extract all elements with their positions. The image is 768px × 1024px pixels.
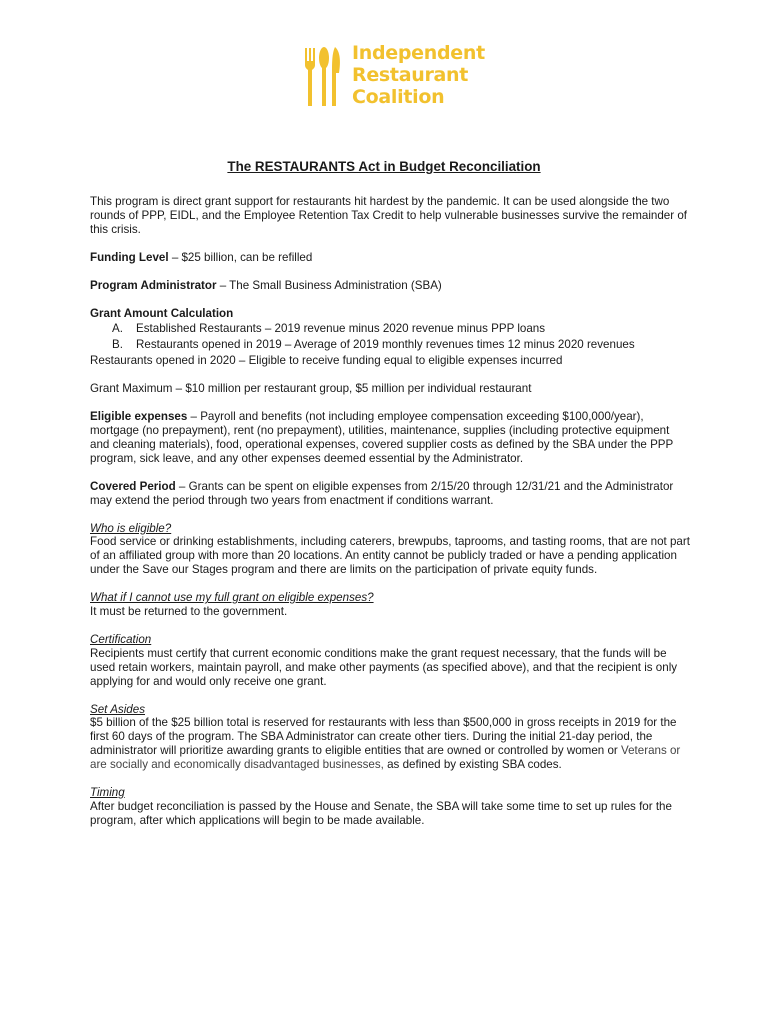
- logo-line-2: Restaurant: [352, 64, 469, 86]
- timing-heading: Timing: [90, 786, 125, 800]
- timing-section: [90, 786, 690, 828]
- administrator-text: – The Small Business Administration (SBA): [216, 278, 442, 292]
- certification-text: Recipients must certify that current economic conditions make the grant request necessary, that the funds will be used retain workers, maintain payroll, and make other payments (as specified above), and that the recipient is only applying for and would only receive one grant.: [90, 646, 678, 688]
- cannot-use-heading: What if I cannot use my full grant on eligible expenses?: [90, 591, 374, 605]
- covered-period: [90, 480, 690, 508]
- who-eligible-heading: Who is eligible?: [90, 521, 172, 535]
- funding-level: [90, 251, 690, 265]
- logo: [302, 42, 502, 112]
- logo-line-3: Coalition: [352, 86, 445, 108]
- funding-label: Funding Level: [90, 250, 169, 264]
- set-asides-text: [90, 716, 690, 772]
- set-asides-grey: Veterans or are socially and economically disadvantaged businesses,: [90, 744, 681, 772]
- certification-heading: Certification: [90, 632, 152, 646]
- list-item: [90, 338, 690, 352]
- covered-period-label: Covered Period: [90, 479, 176, 493]
- set-asides-main: $5 billion of the $25 billion total is reserved for restaurants with less than $500,000 in gross receipts in 2019 for the first 60 days of the program. The SBA Administrator can create other tiers. During the initial 21-day period, the administrator will prioritize awarding grants to eligible entities that are owned or controlled by women or: [90, 716, 677, 758]
- eligible-expenses-text: – Payroll and benefits (not including employee compensation exceeding $100,000/year), mortgage (no prepayment), rent (no prepayment), utilities, maintenance, supplies (including protective equipment and cleaning materials), food, operational expenses, covered supplier costs as defined by the SBA under the PPP program, sick leave, and any other expenses deemed essential by the Administrator.: [90, 410, 674, 465]
- grant-calculation: [90, 307, 690, 369]
- set-asides-tail: as defined by existing SBA codes.: [383, 758, 562, 772]
- logo-line-1: Independent: [352, 42, 485, 64]
- list-item-text: Established Restaurants – 2019 revenue minus 2020 revenue minus PPP loans: [136, 322, 546, 336]
- set-asides-heading: Set Asides: [90, 702, 145, 716]
- who-eligible-section: [90, 522, 690, 578]
- page-title: The RESTAURANTS Act in Budget Reconciliation: [227, 159, 541, 174]
- set-asides-section: [90, 703, 690, 773]
- certification-section: [90, 633, 690, 689]
- program-administrator: [90, 279, 690, 293]
- cannot-use-text: It must be returned to the government.: [90, 605, 288, 619]
- list-marker: A.: [112, 322, 123, 336]
- grant-calculation-heading: Grant Amount Calculation: [90, 306, 234, 320]
- covered-period-text: – Grants can be spent on eligible expenses from 2/15/20 through 12/31/21 and the Administrator may extend the period through two years from enactment if conditions warrant.: [90, 479, 674, 507]
- logo-text: [352, 42, 485, 108]
- grant-maximum: Grant Maximum – $10 million per restaurant group, $5 million per individual restaurant: [90, 382, 532, 396]
- list-marker: B.: [112, 338, 123, 352]
- who-eligible-text: Food service or drinking establishments, including caterers, brewpubs, taprooms, and tasting rooms, that are not part of an affiliated group with more than 20 locations. An entity cannot be publicly traded or have a pending application under the Save our Stages program and there are limits on the participation of private equity funds.: [90, 535, 690, 577]
- fork-spoon-knife-icon: [302, 44, 346, 110]
- timing-text: After budget reconciliation is passed by the House and Senate, the SBA will take some time to set up rules for the program, after which applications will begin to be made available.: [90, 800, 672, 827]
- eligible-expenses: [90, 410, 690, 466]
- cannot-use-section: [90, 591, 690, 619]
- list-item-text: Restaurants opened in 2019 – Average of 2019 monthly revenues times 12 minus 2020 revenues: [136, 338, 635, 352]
- funding-text: – $25 billion, can be refilled: [168, 250, 313, 264]
- grant-calculation-list: [90, 322, 690, 352]
- administrator-label: Program Administrator: [90, 278, 217, 292]
- document-body: [90, 195, 690, 842]
- intro-paragraph: This program is direct grant support for restaurants hit hardest by the pandemic. It can be used alongside the two rounds of PPP, EIDL, and the Employee Retention Tax Credit to help vulnerable businesses survive the remainder of this crisis.: [90, 195, 687, 236]
- eligible-expenses-label: Eligible expenses: [90, 410, 188, 424]
- list-item: [90, 322, 690, 336]
- grant-calculation-extra: Restaurants opened in 2020 – Eligible to receive funding equal to eligible expenses incurred: [90, 354, 563, 368]
